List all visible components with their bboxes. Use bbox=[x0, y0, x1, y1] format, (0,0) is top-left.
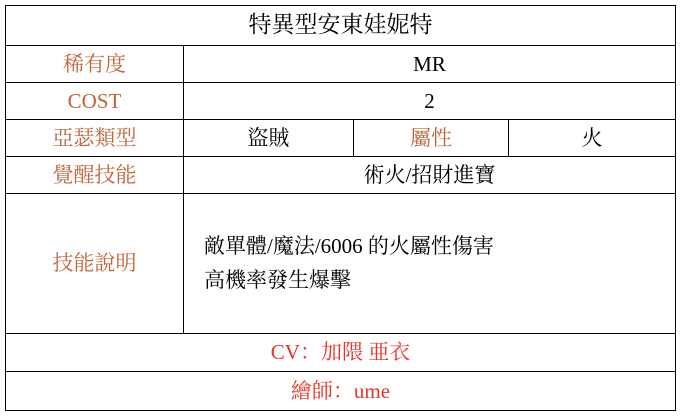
cost-row bbox=[6, 83, 675, 120]
rarity-label: 稀有度 bbox=[6, 46, 184, 82]
character-card bbox=[5, 5, 676, 411]
cost-value: 2 bbox=[424, 88, 435, 113]
attribute-value: 火 bbox=[581, 125, 603, 150]
cost-label: COST bbox=[6, 83, 184, 119]
skill-description-text bbox=[190, 230, 669, 297]
awaken-skill-label: 覺醒技能 bbox=[6, 157, 184, 193]
rarity-value: MR bbox=[413, 51, 446, 76]
cv-row bbox=[6, 334, 675, 372]
skill-description-line-2: 高機率發生爆擊 bbox=[204, 267, 351, 292]
artist-row bbox=[6, 372, 675, 410]
page-title: 特異型安東娃妮特 bbox=[248, 12, 433, 38]
arthur-type-value: 盜賊 bbox=[184, 120, 354, 156]
artist-text: 繪師：ume bbox=[290, 378, 391, 403]
attribute-label: 屬性 bbox=[354, 120, 509, 156]
awaken-skill-value: 術火/招財進寶 bbox=[363, 162, 496, 187]
awaken-skill-row bbox=[6, 157, 675, 194]
cv-text: CV：加隈 亜衣 bbox=[270, 340, 411, 365]
arthur-type-label: 亞瑟類型 bbox=[6, 120, 184, 156]
type-row bbox=[6, 120, 675, 157]
skill-description-value bbox=[184, 194, 675, 333]
skill-description-label: 技能說明 bbox=[6, 194, 184, 333]
skill-description-row bbox=[6, 194, 675, 334]
card-title-row bbox=[6, 6, 675, 46]
skill-description-line-1: 敵單體/魔法/6006 的火屬性傷害 bbox=[204, 233, 494, 258]
rarity-row bbox=[6, 46, 675, 83]
